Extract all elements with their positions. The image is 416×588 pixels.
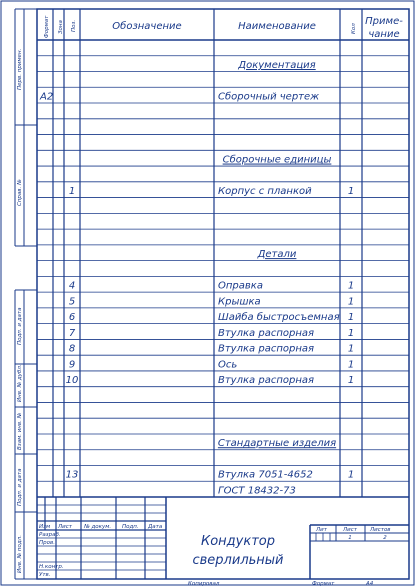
sign-date-label-1: Подп. и дата	[17, 307, 23, 345]
row-quantity: 1	[347, 280, 355, 292]
row-quantity: 1	[347, 343, 355, 355]
row-position: 4	[68, 280, 76, 292]
inv-orig-label: Инв. № подл.	[17, 535, 23, 573]
first-use-label: Перв. примен.	[17, 48, 23, 90]
pos-header: Поз.	[71, 19, 77, 32]
row-position: 13	[65, 469, 79, 481]
section-heading: Детали	[257, 249, 297, 261]
row-quantity: 1	[347, 359, 355, 371]
document-title-line1: Кондуктор	[201, 534, 275, 549]
note-header-line1: Приме-	[365, 16, 403, 27]
tb-norm-control: Н.контр.	[39, 564, 64, 570]
row-name: Втулка распорная	[218, 343, 315, 355]
qty-header: Кол	[351, 23, 357, 34]
row-format: А2	[40, 91, 54, 103]
row-name: Крышка	[218, 296, 261, 308]
row-quantity: 1	[347, 186, 355, 198]
tb-sheet-label: Лист	[343, 527, 357, 533]
row-name: Оправка	[218, 280, 263, 292]
section-heading: Документация	[238, 60, 316, 72]
tb-signature: Подп.	[122, 524, 139, 530]
section-heading: Стандартные изделия	[217, 438, 337, 450]
section-heading: Сборочные единицы	[222, 154, 332, 166]
row-quantity: 1	[347, 312, 355, 324]
table-grid	[37, 9, 409, 497]
tb-developed: Разраб.	[39, 532, 61, 538]
row-name: Ось	[218, 359, 238, 371]
row-position: 9	[68, 359, 76, 371]
name-header: Наименование	[238, 21, 316, 32]
tb-checked: Пров.	[39, 540, 55, 546]
row-name: Сборочный чертеж	[218, 91, 320, 103]
row-name: Втулка распорная	[218, 375, 315, 387]
row-quantity: 1	[347, 375, 355, 387]
tb-sheet: Лист	[58, 524, 72, 530]
row-position: 10	[65, 375, 79, 387]
row-quantity: 1	[347, 469, 355, 481]
tb-approved: Утв.	[39, 572, 51, 578]
spec-rows	[39, 60, 354, 496]
copied-label: Копировал	[188, 581, 220, 587]
tb-date: Дата	[148, 524, 163, 530]
format-label: Формат	[312, 581, 335, 587]
tb-doc-no: № докум.	[84, 524, 112, 530]
row-position: 7	[68, 327, 76, 339]
row-quantity: 1	[347, 327, 355, 339]
row-position: 8	[68, 343, 76, 355]
row-position: 6	[68, 312, 76, 324]
row-quantity: 1	[347, 296, 355, 308]
row-position: 1	[68, 186, 76, 198]
replace-inv-label: Взам. инв. №	[17, 412, 23, 450]
row-position: 5	[68, 296, 76, 308]
tb-sheet-value: 1	[348, 535, 352, 541]
format-header: Формат	[44, 15, 50, 38]
zone-header: Зона	[58, 20, 64, 34]
inv-dupl-label: Инв. № дубл.	[17, 364, 23, 402]
format-value: А4	[366, 581, 374, 587]
tb-lit-label: Лит	[316, 527, 327, 533]
row-name: Втулка 7051-4652	[218, 469, 313, 481]
tb-sheets-value: 2	[383, 535, 387, 541]
row-name: Втулка распорная	[218, 327, 315, 339]
row-name: ГОСТ 18432-73	[218, 485, 296, 497]
tb-sheets-label: Листов	[370, 527, 391, 533]
row-name: Шайба быстросъемная	[218, 312, 340, 324]
tb-change: Изм	[39, 524, 51, 530]
note-header-line2: чание	[368, 29, 400, 40]
designation-header: Обозначение	[112, 21, 182, 32]
ref-no-label: Справ. №	[17, 179, 23, 206]
row-name: Корпус с планкой	[218, 186, 312, 198]
sign-date-label-2: Подп. и дата	[17, 468, 23, 506]
document-title-line2: сверлильный	[192, 553, 284, 568]
